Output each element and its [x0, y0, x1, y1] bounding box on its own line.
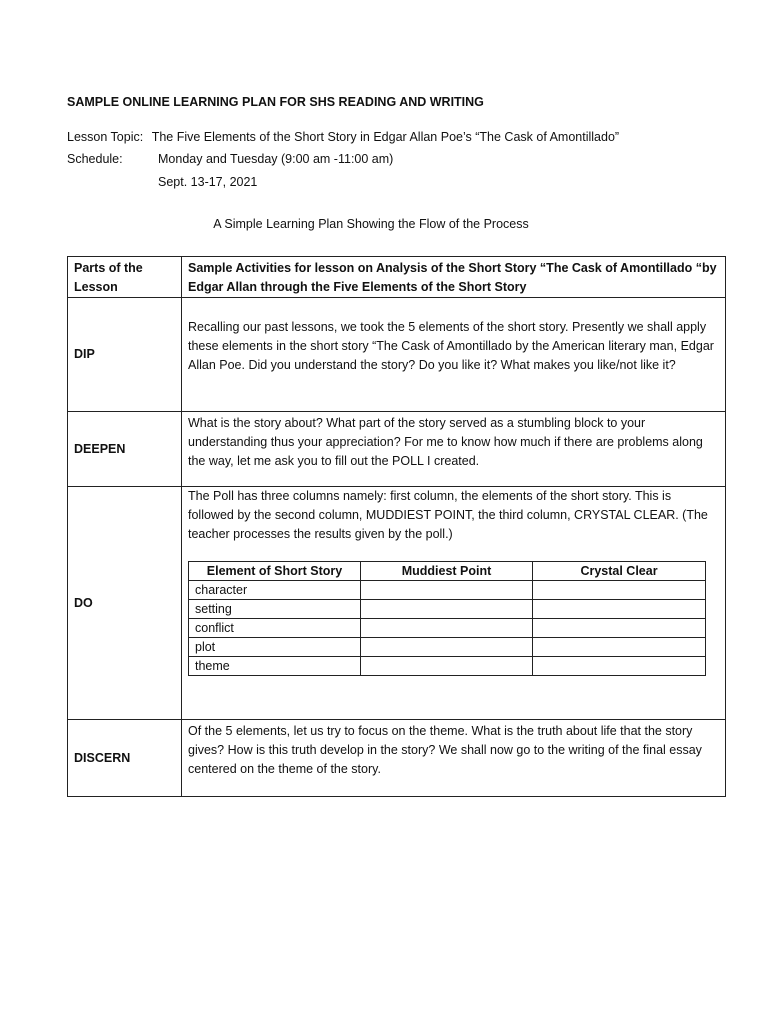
document-title: SAMPLE ONLINE LEARNING PLAN FOR SHS READING AND WRITING [67, 95, 484, 109]
activity-text: The Poll has three columns namely: first column, the elements of the short story. This is followed by the second column, MUDDIEST POINT, the third column, CRYSTAL CLEAR. (The teacher processes the results given by the poll.) [188, 489, 708, 541]
poll-crystal-cell [533, 657, 706, 676]
poll-muddiest-cell [361, 619, 533, 638]
activity-text: Recalling our past lessons, we took the 5 elements of the short story. Presently we shall apply these elements in the short story “The Cask of Amontillado by the American literary man, Edgar Allan Poe. Did you understand the story? Do you like it? What makes you like/not like it? [182, 298, 726, 412]
lesson-topic-value: The Five Elements of the Short Story in Edgar Allan Poe’s “The Cask of Amontillado” [151, 130, 620, 144]
lesson-topic-label: Lesson Topic: [67, 130, 144, 144]
table-header-row [68, 257, 726, 298]
poll-crystal-cell [533, 581, 706, 600]
poll-header-row [189, 562, 706, 581]
poll-element-cell: theme [189, 657, 361, 676]
table-row [68, 298, 726, 412]
schedule-value: Monday and Tuesday (9:00 am -11:00 am) [158, 152, 394, 166]
learning-plan-table [67, 256, 726, 797]
poll-table [188, 561, 706, 676]
part-name: DO [68, 487, 182, 720]
activity-cell [182, 487, 726, 720]
plan-subtitle: A Simple Learning Plan Showing the Flow of the Process [213, 217, 529, 231]
poll-muddiest-cell [361, 581, 533, 600]
header-sample-activities: Sample Activities for lesson on Analysis of the Short Story “The Cask of Amontillado “by Edgar Allan through the Five Elements of the Short Story [182, 257, 726, 298]
poll-muddiest-cell [361, 657, 533, 676]
poll-element-cell: conflict [189, 619, 361, 638]
poll-header-element: Element of Short Story [189, 562, 361, 581]
poll-row [189, 600, 706, 619]
poll-muddiest-cell [361, 600, 533, 619]
poll-muddiest-cell [361, 638, 533, 657]
activity-text: Of the 5 elements, let us try to focus on the theme. What is the truth about life that the story gives? How is this truth develop in the story? We shall now go to the writing of the final essay centered on the theme of the story. [182, 720, 726, 797]
poll-row [189, 638, 706, 657]
poll-row [189, 657, 706, 676]
schedule-row [67, 152, 393, 166]
part-name: DEEPEN [68, 412, 182, 487]
poll-header-muddiest: Muddiest Point [361, 562, 533, 581]
table-row [68, 487, 726, 720]
part-name: DISCERN [68, 720, 182, 797]
poll-crystal-cell [533, 638, 706, 657]
poll-element-cell: character [189, 581, 361, 600]
poll-row [189, 581, 706, 600]
poll-row [189, 619, 706, 638]
poll-header-crystal: Crystal Clear [533, 562, 706, 581]
poll-crystal-cell [533, 619, 706, 638]
header-parts-of-lesson: Parts of the Lesson [68, 257, 182, 298]
lesson-topic-row [67, 130, 619, 144]
table-row [68, 412, 726, 487]
activity-text: What is the story about? What part of the story served as a stumbling block to your understanding thus your appreciation? For me to know how much if there are problems along the way, let me ask you to fill out the POLL I created. [182, 412, 726, 487]
schedule-dates: Sept. 13-17, 2021 [158, 175, 258, 189]
poll-element-cell: setting [189, 600, 361, 619]
schedule-label: Schedule: [67, 152, 123, 166]
part-name: DIP [68, 298, 182, 412]
poll-element-cell: plot [189, 638, 361, 657]
table-row [68, 720, 726, 797]
poll-crystal-cell [533, 600, 706, 619]
